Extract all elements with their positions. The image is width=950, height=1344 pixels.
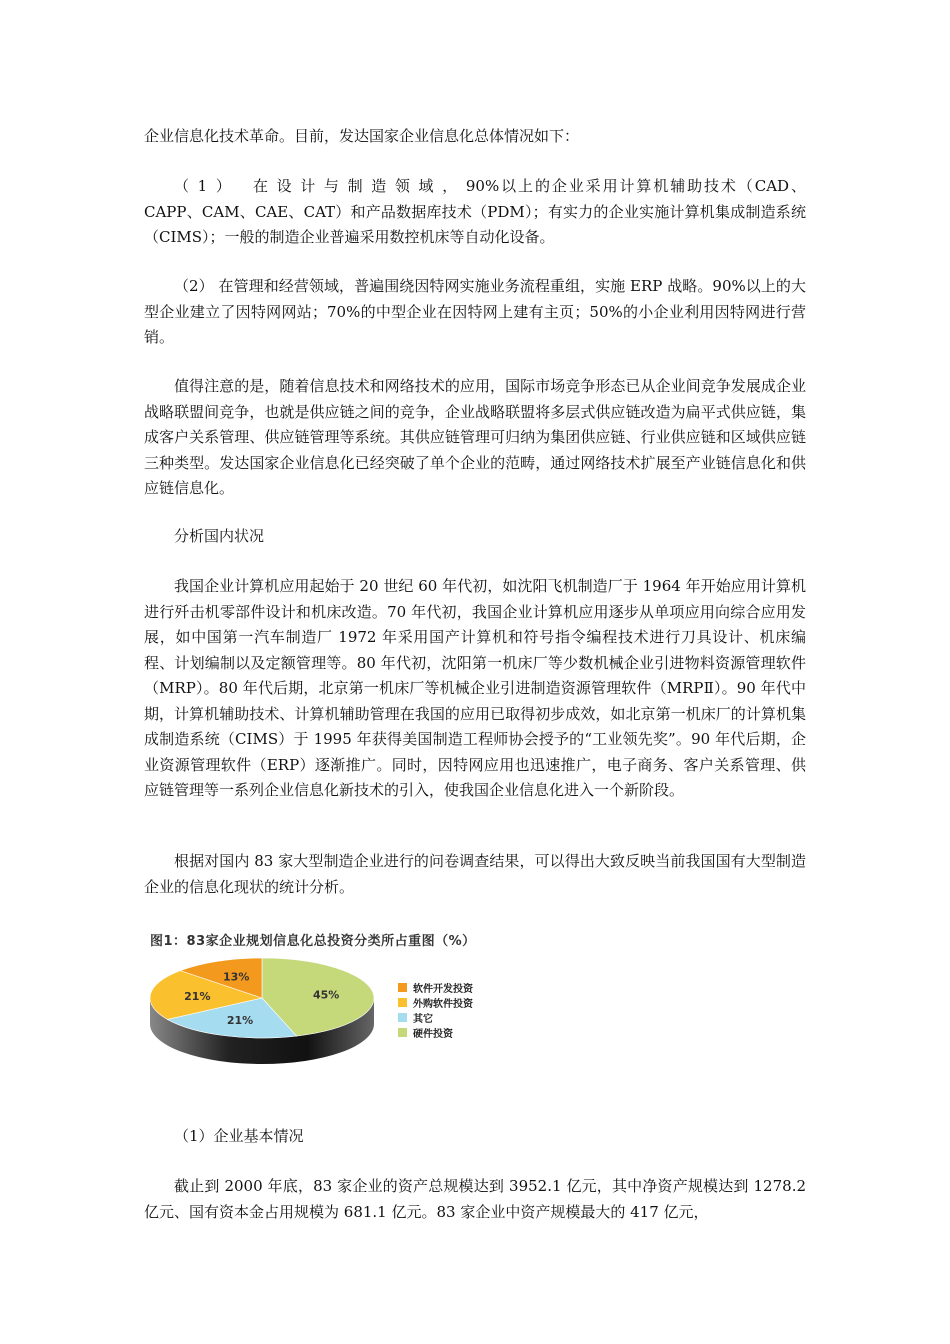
paragraph-supply-chain: 值得注意的是，随着信息技术和网络技术的应用，国际市场竞争形态已从企业间竞争发展成企业战略联盟间竞争，也就是供应链之间的竞争，企业战略联盟将多层式供应链改造为扁平式供应链，集成客户关系管理、供应链管理等系统。其供应链管理可归纳为集团供应链、行业供应链和区域供应链三种类型。发达国家企业信息化已经突破了单个企业的范畴，通过网络技术扩展至产业链信息化和供应链信息化。 [144,377,806,497]
legend-label: 外购软件投资 [413,999,473,1010]
legend-item [398,995,473,1010]
paragraph-survey: 根据对国内 83 家大型制造企业进行的问卷调查结果，可以得出大致反映当前我国国有大型制造企业的信息化现状的统计分析。 [144,852,806,896]
pie-data-label-1: 13% [223,970,250,984]
paragraph-1-prefix: （1） 在设计与制造领域， [174,177,466,195]
legend-label: 其它 [413,1014,433,1025]
legend-item [398,1025,473,1040]
legend-swatch [398,998,407,1007]
paragraph-1-rest: 90%以上的企业采用计算机辅助技术（CAD、CAPP、CAM、CAE、CAT）和产品数据库技术（PDM）；有实力的企业实施计算机集成制造系统（CIMS）；一般的制造企业普遍采用数控机床等自动化设备。 [144,177,806,246]
pie-data-label-3: 21% [226,1013,254,1027]
pie-chart-figure [150,922,510,1082]
legend-swatch [398,983,407,992]
section-heading-domestic: 分析国内状况 [174,527,265,545]
legend-swatch [398,1013,407,1022]
pie-data-label-2: 21% [184,989,211,1003]
section-heading-basic-info: （1）企业基本情况 [174,1127,304,1145]
pie-data-label-4: 45% [312,988,340,1002]
legend-item [398,980,473,995]
paragraph-assets: 截止到 2000 年底，83 家企业的资产总规模达到 3952.1 亿元，其中净资产规模达到 1278.2 亿元、国有资本金占用规模为 681.1 亿元。83 家企业中资产规模最大的 417 亿元， [144,1177,806,1221]
pie-chart [150,950,390,1080]
paragraph-history: 我国企业计算机应用起始于 20 世纪 60 年代初，如沈阳飞机制造厂于 1964 年开始应用计算机进行歼击机零部件设计和机床改造。70 年代初，我国企业计算机应用逐步从单项应用向综合应用发展，如中国第一汽车制造厂 1972 年采用国产计算机和符号指令编程技术进行刀具设计、机床编程、计划编制以及定额管理等。80 年代初，沈阳第一机床厂等少数机械企业引进物料资源管理软件（MRP）。80 年代后期，北京第一机床厂等机械企业引进制造资源管理软件（MRPⅡ）。90 年代中期，计算机辅助技术、计算机辅助管理在我国的应用已取得初步成效，如北京第一机床厂的计算机集成制造系统（CIMS）于 1995 年获得美国制造工程师协会授予的“工业领先奖”。90 年代后期，企业资源管理软件（ERP）逐渐推广。同时，因特网应用也迅速推广，电子商务、客户关系管理、供应链管理等一系列企业信息化新技术的引入，使我国企业信息化进入一个新阶段。 [144,577,806,799]
legend-swatch [398,1028,407,1037]
chart-legend [398,980,473,1040]
paragraph-management: （2） 在管理和经营领域，普遍围绕因特网实施业务流程重组，实施 ERP 战略。90%以上的大型企业建立了因特网网站；70%的中型企业在因特网上建有主页；50%的小企业利用因特网进行营销。 [144,277,806,346]
legend-label: 硬件投资 [413,1029,453,1040]
chart-title: 图1：83家企业规划信息化总投资分类所占重图（%） [150,934,476,949]
paragraph-design-manufacturing [144,174,806,251]
legend-label: 软件开发投资 [413,984,473,995]
legend-item [398,1010,473,1025]
paragraph-intro: 企业信息化技术革命。目前，发达国家企业信息化总体情况如下： [144,127,580,145]
